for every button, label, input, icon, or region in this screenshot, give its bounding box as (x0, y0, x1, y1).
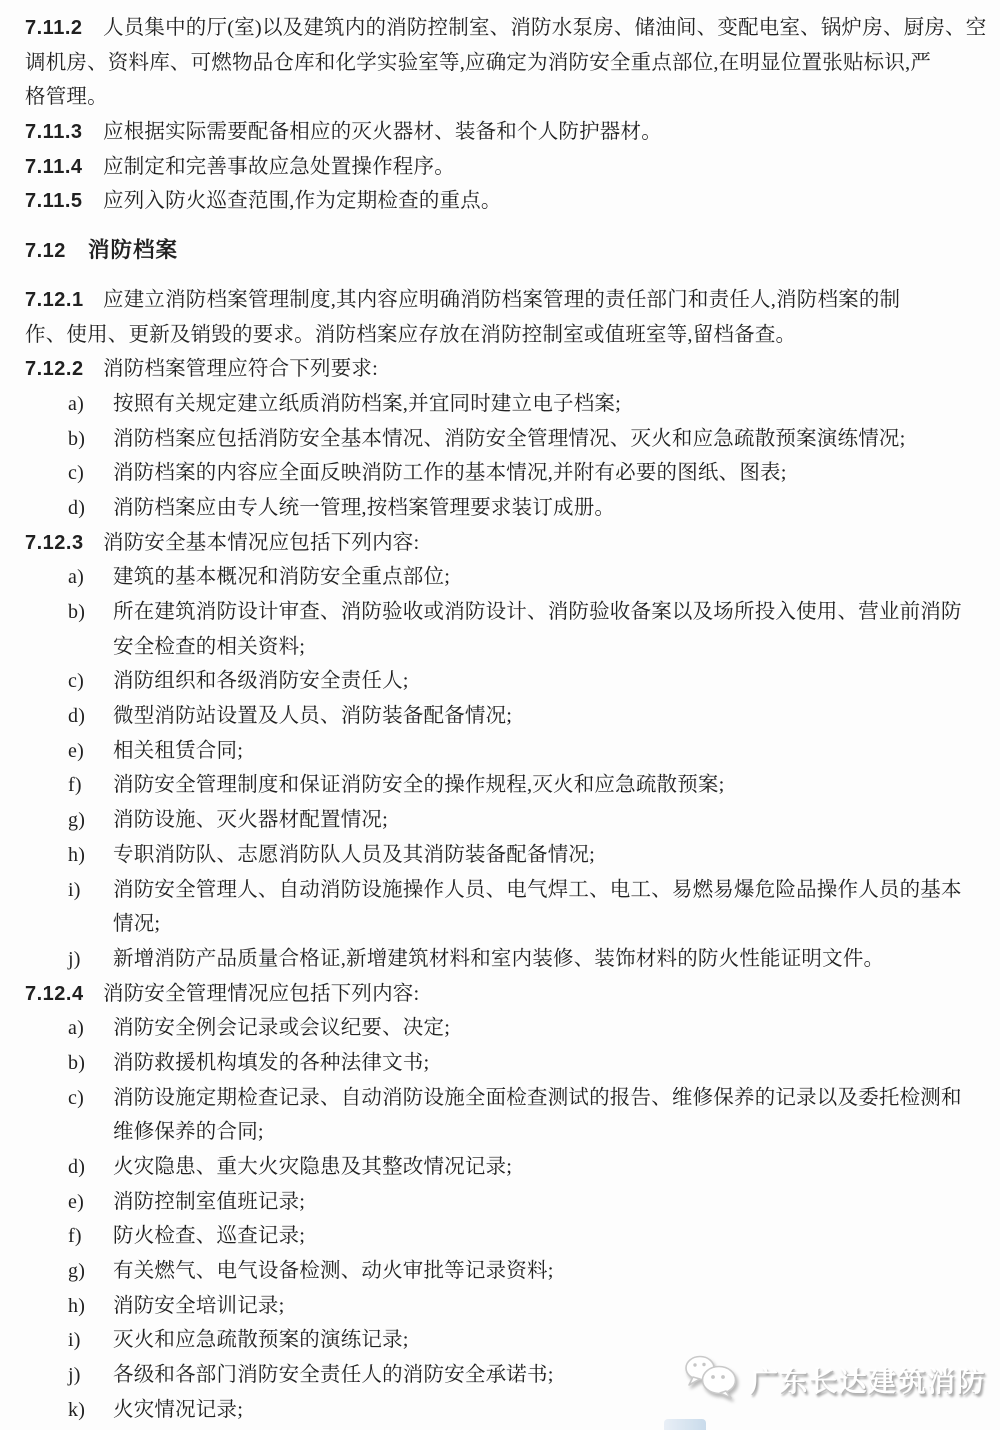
list-item-marker: a) (68, 566, 84, 589)
list-item-text: 按照有关规定建立纸质消防档案,并宜同时建立电子档案; (113, 392, 622, 415)
list-item-marker: k) (68, 1398, 86, 1421)
clause-line (25, 184, 982, 219)
clause-line (25, 115, 982, 150)
list-item-text: 消防档案应包括消防安全基本情况、消防安全管理情况、灭火和应急疏散预案演练情况; (113, 427, 906, 450)
list-item-marker: b) (68, 427, 86, 450)
list-item-marker: c) (68, 1086, 84, 1109)
list-item (25, 387, 982, 422)
clause-line (25, 526, 982, 561)
list-item-text: 消防控制室值班记录; (113, 1190, 306, 1213)
list-item-marker: h) (68, 1294, 86, 1317)
clause-text: 消防安全基本情况应包括下列内容: (103, 531, 420, 554)
list-item-text: 消防安全管理制度和保证消防安全的操作规程,灭火和应急疏散预案; (113, 774, 725, 797)
list-item (25, 1046, 982, 1081)
list-item (25, 560, 982, 595)
clause-text-continuation: 格管理。 (25, 86, 108, 109)
list-item-marker: c) (68, 670, 84, 693)
list-item (25, 1219, 982, 1254)
clause-text: 消防安全管理情况应包括下列内容: (103, 982, 420, 1005)
clause-text: 应根据实际需要配备相应的灭火器材、装备和个人防护器材。 (103, 121, 662, 144)
clause-text-continuation: 作、使用、更新及销毁的要求。消防档案应存放在消防控制室或值班室等,留档备查。 (25, 323, 797, 346)
clause-text: 人员集中的厅(室)以及建筑内的消防控制室、消防水泵房、储油间、变配电室、锅炉房、厨房、空 (103, 17, 987, 39)
list-item-marker: e) (68, 739, 84, 762)
watermark (683, 1352, 986, 1407)
list-item-marker: a) (68, 1017, 84, 1040)
clause-number: 7.12.1 (25, 288, 84, 311)
clause-line (25, 283, 982, 318)
clause-line (25, 150, 982, 185)
section-heading (25, 233, 982, 268)
clause-text: 消防档案管理应符合下列要求: (103, 358, 378, 381)
clause-number: 7.11.2 (25, 17, 83, 39)
list-item-text: 有关燃气、电气设备检测、动火审批等记录资料; (113, 1260, 554, 1283)
wechat-icon (683, 1352, 741, 1407)
list-item-marker: f) (68, 774, 82, 797)
list-item (25, 838, 982, 873)
clause-number: 7.12.2 (25, 358, 84, 381)
list-item-text: 消防档案应由专人统一管理,按档案管理要求装订成册。 (113, 496, 616, 519)
watermark-brand-text: 广东长达建筑消防 (749, 1365, 986, 1397)
clause-line (25, 977, 982, 1012)
list-item-marker: i) (68, 878, 81, 901)
list-item-text: 各级和各部门消防安全责任人的消防安全承诺书; (113, 1364, 554, 1387)
list-item (25, 1254, 982, 1289)
clause-text: 应建立消防档案管理制度,其内容应明确消防档案管理的责任部门和责任人,消防档案的制 (103, 288, 901, 311)
clause-line (25, 11, 987, 46)
list-item-marker: i) (68, 1329, 81, 1352)
list-item-text: 消防档案的内容应全面反映消防工作的基本情况,并附有必要的图纸、图表; (113, 462, 787, 485)
list-item-text: 消防设施、灭火器材配置情况; (113, 809, 388, 832)
list-item-text: 消防设施定期检查记录、自动消防设施全面检查测试的报告、维修保养的记录以及委托检测和 (113, 1086, 962, 1109)
list-item-marker: d) (68, 496, 86, 519)
list-item-marker: d) (68, 1156, 86, 1178)
list-item-text: 相关租赁合同; (113, 739, 244, 762)
list-item-text: 新增消防产品质量合格证,新增建筑材料和室内装修、装饰材料的防火性能证明文件。 (113, 947, 885, 970)
list-item-marker: a) (68, 392, 84, 415)
list-item (25, 1150, 982, 1185)
list-item-marker: b) (68, 1051, 86, 1074)
list-item (25, 942, 982, 977)
list-item (25, 422, 982, 457)
list-item-marker: g) (68, 1260, 86, 1283)
list-item-text: 防火检查、巡查记录; (113, 1225, 306, 1248)
clause-text: 应列入防火巡查范围,作为定期检查的重点。 (103, 190, 502, 213)
clause-line (25, 352, 982, 387)
list-item (25, 768, 982, 803)
list-item-text: 所在建筑消防设计审查、消防验收或消防设计、消防验收备案以及场所投入使用、营业前消防 (113, 601, 962, 623)
list-item-text: 建筑的基本概况和消防安全重点部位; (113, 566, 451, 589)
list-item-text: 火灾情况记录; (113, 1398, 244, 1421)
list-item-continuation: 维修保养的合同; (113, 1121, 264, 1144)
clause-number: 7.11.4 (25, 155, 83, 178)
list-item-marker: e) (68, 1190, 84, 1213)
list-item-marker: d) (68, 705, 86, 728)
list-item-marker: b) (68, 601, 86, 623)
clause-text-continuation: 调机房、资料库、可燃物品仓库和化学实验室等,应确定为消防安全重点部位,在明显位置张贴标识,严 (25, 51, 932, 74)
list-item (25, 491, 982, 526)
list-item-marker: g) (68, 809, 86, 832)
list-item-text: 微型消防站设置及人员、消防装备配备情况; (113, 705, 513, 728)
list-item-text: 消防组织和各级消防安全责任人; (113, 670, 409, 693)
list-item-continuation: 情况; (113, 913, 161, 936)
list-item (25, 699, 982, 734)
list-item (25, 664, 982, 699)
list-item (25, 803, 982, 838)
list-item-text: 消防救援机构填发的各种法律文书; (113, 1051, 430, 1074)
list-item-text: 火灾隐患、重大火灾隐患及其整改情况记录; (113, 1156, 513, 1178)
clause-number: 7.12.3 (25, 531, 84, 554)
list-item-marker: h) (68, 843, 86, 866)
section-heading-number: 7.12 (25, 240, 66, 263)
list-item-marker: j) (68, 947, 81, 970)
list-item-text: 消防安全例会记录或会议纪要、决定; (113, 1017, 451, 1040)
list-item (25, 595, 982, 630)
clause-number: 7.11.3 (25, 121, 83, 144)
list-item-marker: c) (68, 462, 84, 485)
list-item-marker: f) (68, 1225, 82, 1248)
list-item (25, 1011, 982, 1046)
list-item (25, 734, 982, 769)
list-item-marker: j) (68, 1364, 81, 1387)
list-item (25, 456, 982, 491)
list-item (25, 1185, 982, 1220)
list-item (25, 1289, 982, 1324)
list-item-text: 灭火和应急疏散预案的演练记录; (113, 1329, 409, 1352)
list-item-text: 消防安全培训记录; (113, 1294, 285, 1317)
list-item-text: 专职消防队、志愿消防队人员及其消防装备配备情况; (113, 843, 595, 866)
list-item-continuation: 安全检查的相关资料; (113, 635, 306, 658)
clause-number: 7.11.5 (25, 190, 83, 213)
scan-artifact (664, 1419, 706, 1430)
list-item-text: 消防安全管理人、自动消防设施操作人员、电气焊工、电工、易燃易爆危险品操作人员的基本 (113, 878, 962, 901)
section-heading-title: 消防档案 (88, 238, 179, 263)
clause-text: 应制定和完善事故应急处置操作程序。 (103, 155, 455, 178)
list-item (25, 873, 982, 908)
clause-number: 7.12.4 (25, 982, 84, 1005)
list-item (25, 1081, 982, 1116)
